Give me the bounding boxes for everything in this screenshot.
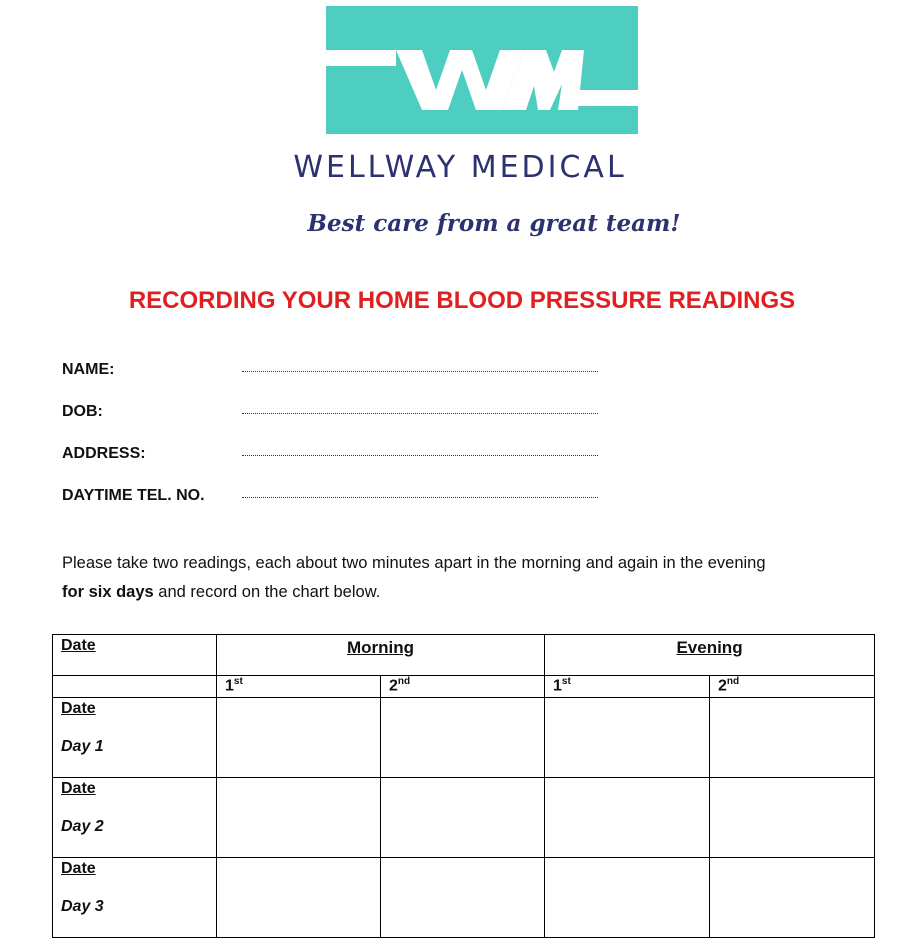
row-date-label: Date (61, 860, 96, 877)
reading-cell[interactable] (381, 858, 545, 938)
morning-first-header: 1st (217, 676, 381, 698)
reading-cell[interactable] (545, 778, 710, 858)
row-day-label: Day 2 (61, 818, 104, 835)
wellway-logo (326, 6, 638, 134)
address-field[interactable] (242, 455, 598, 456)
brand-tagline: Best care from a great team! (307, 210, 681, 237)
evening-header-cell (545, 635, 875, 676)
telephone-label: DAYTIME TEL. NO. (62, 487, 205, 504)
reading-cell[interactable] (217, 778, 381, 858)
reading-cell[interactable] (710, 858, 875, 938)
reading-cell[interactable] (710, 778, 875, 858)
page-title: RECORDING YOUR HOME BLOOD PRESSURE READINGS (128, 287, 796, 314)
morning-header: Morning (346, 638, 415, 657)
date-header: Date (61, 637, 96, 654)
telephone-field[interactable] (242, 497, 598, 498)
wm-logo-graphic (326, 6, 638, 134)
row-day-label: Day 1 (61, 738, 104, 755)
address-label: ADDRESS: (62, 445, 146, 462)
reading-cell[interactable] (217, 858, 381, 938)
row-date-label: Date (61, 700, 96, 717)
readings-table (52, 634, 875, 938)
instructions (62, 549, 862, 607)
table-row (53, 858, 875, 938)
reading-cell[interactable] (545, 698, 710, 778)
evening-second-header: 2nd (710, 676, 875, 698)
reading-cell[interactable] (381, 698, 545, 778)
instructions-emphasis: for six days (62, 583, 154, 601)
reading-cell[interactable] (710, 698, 875, 778)
morning-header-cell (217, 635, 545, 676)
morning-second-header: 2nd (381, 676, 545, 698)
brand-name: WELLWAY MEDICAL (293, 150, 627, 185)
dob-field[interactable] (242, 413, 598, 414)
evening-first-header: 1st (545, 676, 710, 698)
date-header-cell (53, 635, 217, 676)
row-day-label: Day 3 (61, 898, 104, 915)
reading-cell[interactable] (545, 858, 710, 938)
day-label-cell (53, 858, 217, 938)
day-label-cell (53, 778, 217, 858)
evening-header: Evening (676, 638, 743, 657)
instructions-line-a: Please take two readings, each about two minutes apart in the morning and again in the evening (62, 554, 766, 572)
name-field[interactable] (242, 371, 598, 372)
dob-label: DOB: (62, 403, 103, 420)
row-date-label: Date (61, 780, 96, 797)
instructions-line-b: and record on the chart below. (153, 583, 381, 601)
reading-cell[interactable] (381, 778, 545, 858)
day-label-cell (53, 698, 217, 778)
table-header-row (53, 635, 875, 676)
table-row (53, 778, 875, 858)
name-label: NAME: (62, 361, 115, 378)
subheader-blank-cell (53, 676, 217, 698)
reading-cell[interactable] (217, 698, 381, 778)
table-subheader-row (53, 676, 875, 698)
table-row (53, 698, 875, 778)
